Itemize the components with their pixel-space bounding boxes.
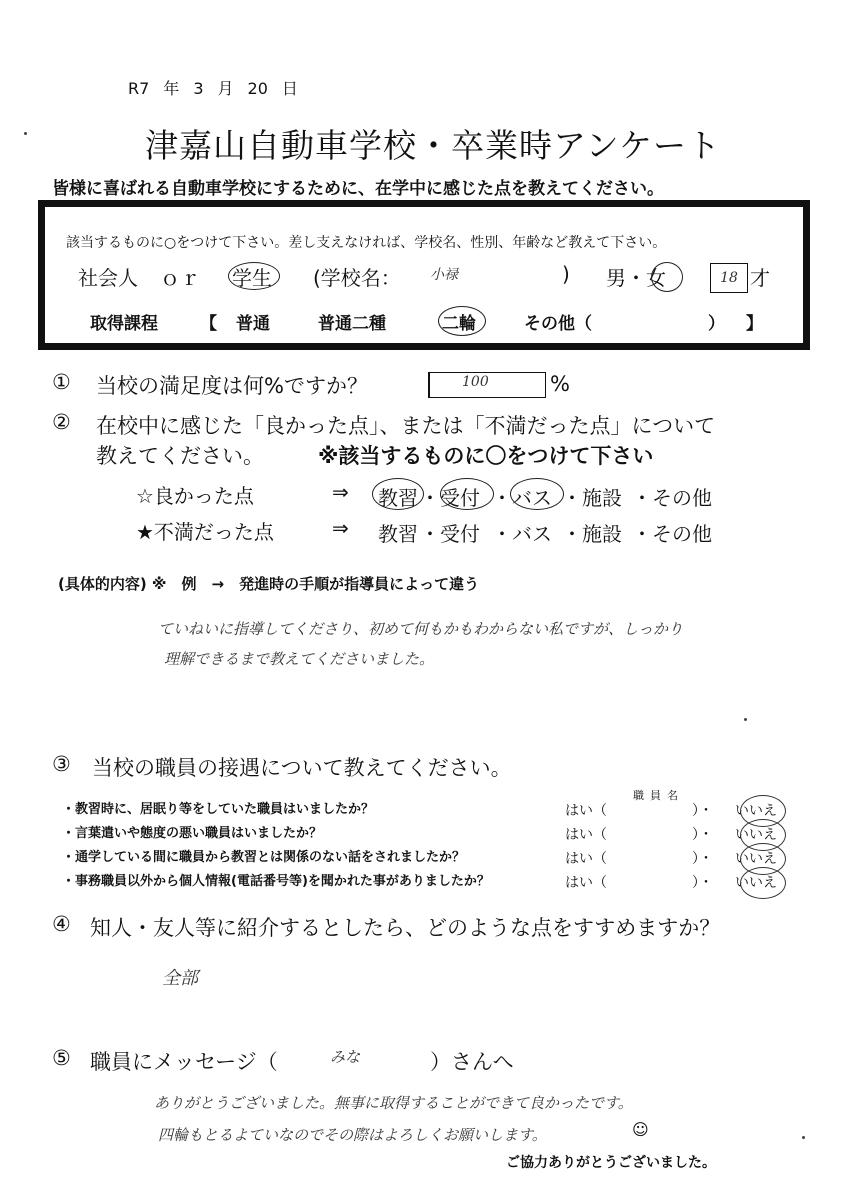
q5-number: ⑤ — [52, 1046, 71, 1070]
good-points-label: ☆良かった点 — [136, 484, 254, 508]
satisfaction-unit: % — [550, 372, 570, 396]
bad-points-label: ★不満だった点 — [136, 520, 274, 544]
good-option-facility[interactable]: ・施設 — [562, 486, 622, 510]
q3-question-1: ・教習時に、居眠り等をしていた職員はいましたか？ — [62, 802, 375, 817]
bad-option-bus[interactable]: ・バス — [492, 522, 552, 546]
q4-number: ④ — [52, 912, 71, 936]
date-day-kanji: 日 — [281, 79, 298, 98]
date-day: 20 — [247, 79, 268, 98]
course-motorcycle[interactable]: 二輪 — [442, 314, 476, 334]
bad-arrow: ⇒ — [332, 516, 349, 540]
bad-option-other[interactable]: ・その他 — [632, 522, 712, 546]
q3-no-4[interactable]: いいえ — [735, 875, 777, 891]
motorcycle-circle-mark — [438, 306, 486, 336]
scan-dot — [744, 718, 747, 721]
q3-question-3: ・通学している間に職員から教習とは関係のない話をされましたか？ — [62, 850, 466, 865]
or-text: ｏｒ — [160, 266, 200, 290]
detail-answer-line2[interactable]: 理解できるまで教えてくださいました。 — [164, 650, 435, 668]
date-era-year: R7 — [128, 79, 150, 98]
course-other-close: ） — [708, 314, 725, 334]
school-value[interactable]: 小禄 — [430, 267, 458, 283]
age-unit: 才 — [750, 266, 770, 290]
reception-circle-mark — [440, 478, 494, 510]
student-circle-mark — [228, 262, 280, 290]
q3-question-4: ・事務職員以外から個人情報(電話番号等)を聞かれた事がありましたか？ — [62, 874, 490, 889]
staff-name-header: 職員名 — [633, 789, 684, 802]
q3-text: 当校の職員の接遇について教えてください。 — [92, 756, 512, 780]
q1-text: 当校の満足度は何%ですか？ — [96, 374, 368, 398]
good-option-other[interactable]: ・その他 — [632, 486, 712, 510]
q3-close-4: ）・ — [692, 875, 713, 891]
course-normal[interactable]: 普通 — [236, 314, 270, 334]
q3-yes-3[interactable]: はい（ — [565, 851, 607, 867]
respondent-note: 該当するものに○をつけて下さい。差し支えなければ、学校名、性別、年齢など教えて下さい。 — [66, 235, 667, 251]
course-close-bracket: 】 — [746, 314, 763, 334]
q3-close-3: ）・ — [692, 851, 713, 867]
q3-close-1: ）・ — [692, 803, 713, 819]
q2-note: ※該当するものに〇をつけて下さい — [318, 444, 654, 468]
no-circle-mark-4 — [740, 867, 786, 899]
thanks-text: ご協力ありがとうございました。 — [506, 1155, 716, 1171]
bad-option-lessons[interactable]: 教習 — [378, 522, 418, 546]
q3-no-3[interactable]: いいえ — [735, 851, 777, 867]
satisfaction-value: 100 — [462, 374, 489, 390]
date-month: 3 — [193, 79, 204, 98]
scan-dot — [802, 1136, 805, 1139]
q4-text: 知人・友人等に紹介するとしたら、どのような点をすすめますか？ — [90, 916, 721, 940]
q3-yes-4[interactable]: はい（ — [565, 875, 607, 891]
bad-option-reception[interactable]: ・受付 — [420, 522, 480, 546]
good-arrow: ⇒ — [332, 480, 349, 504]
bad-option-facility[interactable]: ・施設 — [562, 522, 622, 546]
good-option-lessons[interactable]: 教習 — [378, 486, 418, 510]
bus-circle-mark — [510, 478, 564, 510]
page-title: 津嘉山自動車学校・卒業時アンケート — [144, 126, 722, 165]
scan-dot — [24, 132, 27, 135]
detail-answer-line1[interactable]: ていねいに指導してくださり、初めて何もかもわからない私ですが、しっかり — [158, 620, 684, 638]
q3-no-2[interactable]: いいえ — [735, 827, 777, 843]
lessons-circle-mark — [372, 478, 424, 510]
q2-line1: 在校中に感じた「良かった点」、または「不満だった点」について — [96, 414, 716, 438]
q1-number: ① — [52, 370, 71, 394]
student-option[interactable]: 学生 — [232, 266, 272, 290]
q3-yes-1[interactable]: はい（ — [565, 803, 607, 819]
female-circle-mark — [651, 262, 683, 292]
course-normal-type2[interactable]: 普通二種 — [318, 314, 386, 334]
q5-message-line2[interactable]: 四輪もとるよていなのでその際はよろしくお願いします。 — [158, 1126, 547, 1144]
q3-question-2: ・言葉遣いや態度の悪い職員はいましたか？ — [62, 826, 323, 841]
date-year-kanji: 年 — [163, 79, 180, 98]
school-close: ) — [562, 262, 570, 286]
smiley-icon: ☺ — [632, 1120, 649, 1139]
q5-staff-name[interactable]: みな — [330, 1048, 361, 1066]
q5-suffix: ）さんへ — [430, 1050, 514, 1074]
school-label: (学校名： — [313, 266, 401, 290]
good-option-bus[interactable]: ・バス — [492, 486, 552, 510]
worker-option[interactable]: 社会人 — [78, 266, 138, 290]
good-option-reception[interactable]: ・受付 — [420, 486, 480, 510]
age-field[interactable]: 18 — [710, 263, 748, 293]
course-open-bracket: 【 — [200, 314, 217, 334]
page-subtitle: 皆様に喜ばれる自動車学校にするために、在学中に感じた点を教えてください。 — [52, 179, 664, 199]
q3-no-1[interactable]: いいえ — [735, 803, 777, 819]
q5-label: 職員にメッセージ（ — [90, 1050, 278, 1074]
date-month-kanji: 月 — [217, 79, 234, 98]
q3-close-2: ）・ — [692, 827, 713, 843]
course-label: 取得課程 — [90, 314, 158, 334]
course-other[interactable]: その他（ — [524, 314, 592, 334]
q3-number: ③ — [52, 752, 71, 776]
q2-number: ② — [52, 410, 71, 434]
q5-message-line1[interactable]: ありがとうございました。無事に取得することができて良かったです。 — [154, 1094, 633, 1112]
detail-label: (具体的内容) ※ 例 → 発進時の手順が指導員によって違う — [58, 575, 480, 593]
q4-answer[interactable]: 全部 — [162, 968, 198, 989]
satisfaction-field-edge — [428, 372, 430, 398]
gender-options[interactable]: 男・女 — [606, 266, 666, 290]
q3-yes-2[interactable]: はい（ — [565, 827, 607, 843]
date-line — [128, 76, 312, 99]
q2-line2: 教えてください。 — [96, 444, 264, 468]
